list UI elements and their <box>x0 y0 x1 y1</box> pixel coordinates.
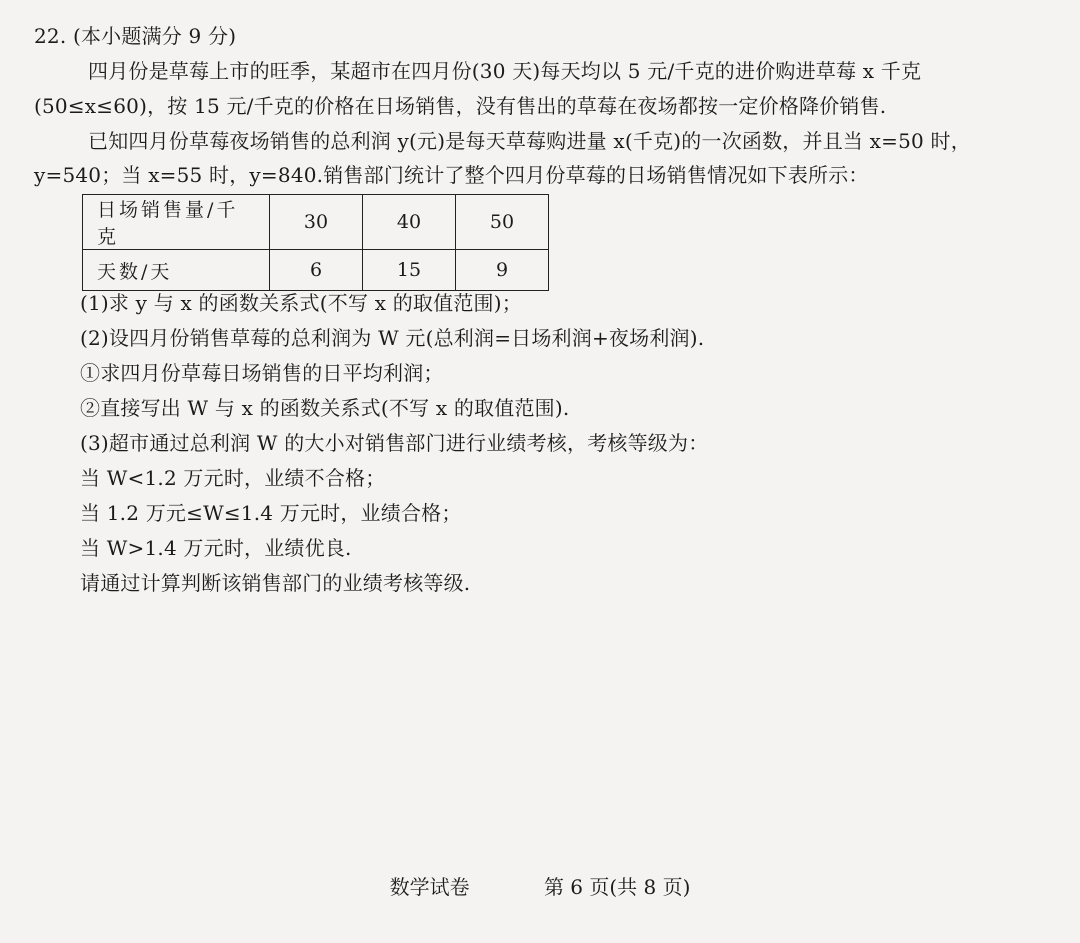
condition-paragraph-line-1: 已知四月份草莓夜场销售的总利润 y(元)是每天草莓购进量 x(千克)的一次函数，并且当 x=50 时， <box>88 129 971 153</box>
question-number: 22. (本小题满分 9 分) <box>34 24 237 48</box>
subject-label: 数学试卷 <box>389 875 470 899</box>
table-cell: 50 <box>456 195 549 250</box>
table-cell: 40 <box>363 195 456 250</box>
daytime-sales-table <box>82 194 549 291</box>
final-question: 请通过计算判断该销售部门的业绩考核等级. <box>80 571 471 595</box>
part-3-question: (3)超市通过总利润 W 的大小对销售部门进行业绩考核，考核等级为： <box>80 431 709 455</box>
condition-paragraph-line-2: y=540；当 x=55 时，y=840.销售部门统计了整个四月份草莓的日场销售情况如下表所示： <box>34 163 869 187</box>
page-number: 第 6 页(共 8 页) <box>543 875 691 899</box>
table-cell: 6 <box>270 250 363 291</box>
grade-condition-pass: 当 1.2 万元≤W≤1.4 万元时，业绩合格； <box>80 501 462 525</box>
table-cell: 15 <box>363 250 456 291</box>
part-1-question: (1)求 y 与 x 的函数关系式(不写 x 的取值范围)； <box>80 291 522 315</box>
part-2-subquestion-2: ②直接写出 W 与 x 的函数关系式(不写 x 的取值范围). <box>80 396 570 420</box>
grade-condition-fail: 当 W<1.2 万元时，业绩不合格； <box>80 466 386 490</box>
table-row <box>83 195 549 250</box>
intro-paragraph-line-2: (50≤x≤60)，按 15 元/千克的价格在日场销售，没有售出的草莓在夜场都按一定价格降价销售. <box>34 94 887 118</box>
page-footer <box>0 873 1080 901</box>
table-cell: 30 <box>270 195 363 250</box>
row-header: 日场销售量/千克 <box>83 195 270 250</box>
part-2-subquestion-1: ①求四月份草莓日场销售的日平均利润； <box>80 361 444 385</box>
intro-paragraph-line-1: 四月份是草莓上市的旺季，某超市在四月份(30 天)每天均以 5 元/千克的进价购进草莓 x 千克 <box>88 59 922 83</box>
table-cell: 9 <box>456 250 549 291</box>
part-2-question: (2)设四月份销售草莓的总利润为 W 元(总利润=日场利润+夜场利润). <box>80 326 705 350</box>
grade-condition-excellent: 当 W>1.4 万元时，业绩优良. <box>80 536 352 560</box>
row-header: 天数/天 <box>83 250 270 291</box>
table-row <box>83 250 549 291</box>
